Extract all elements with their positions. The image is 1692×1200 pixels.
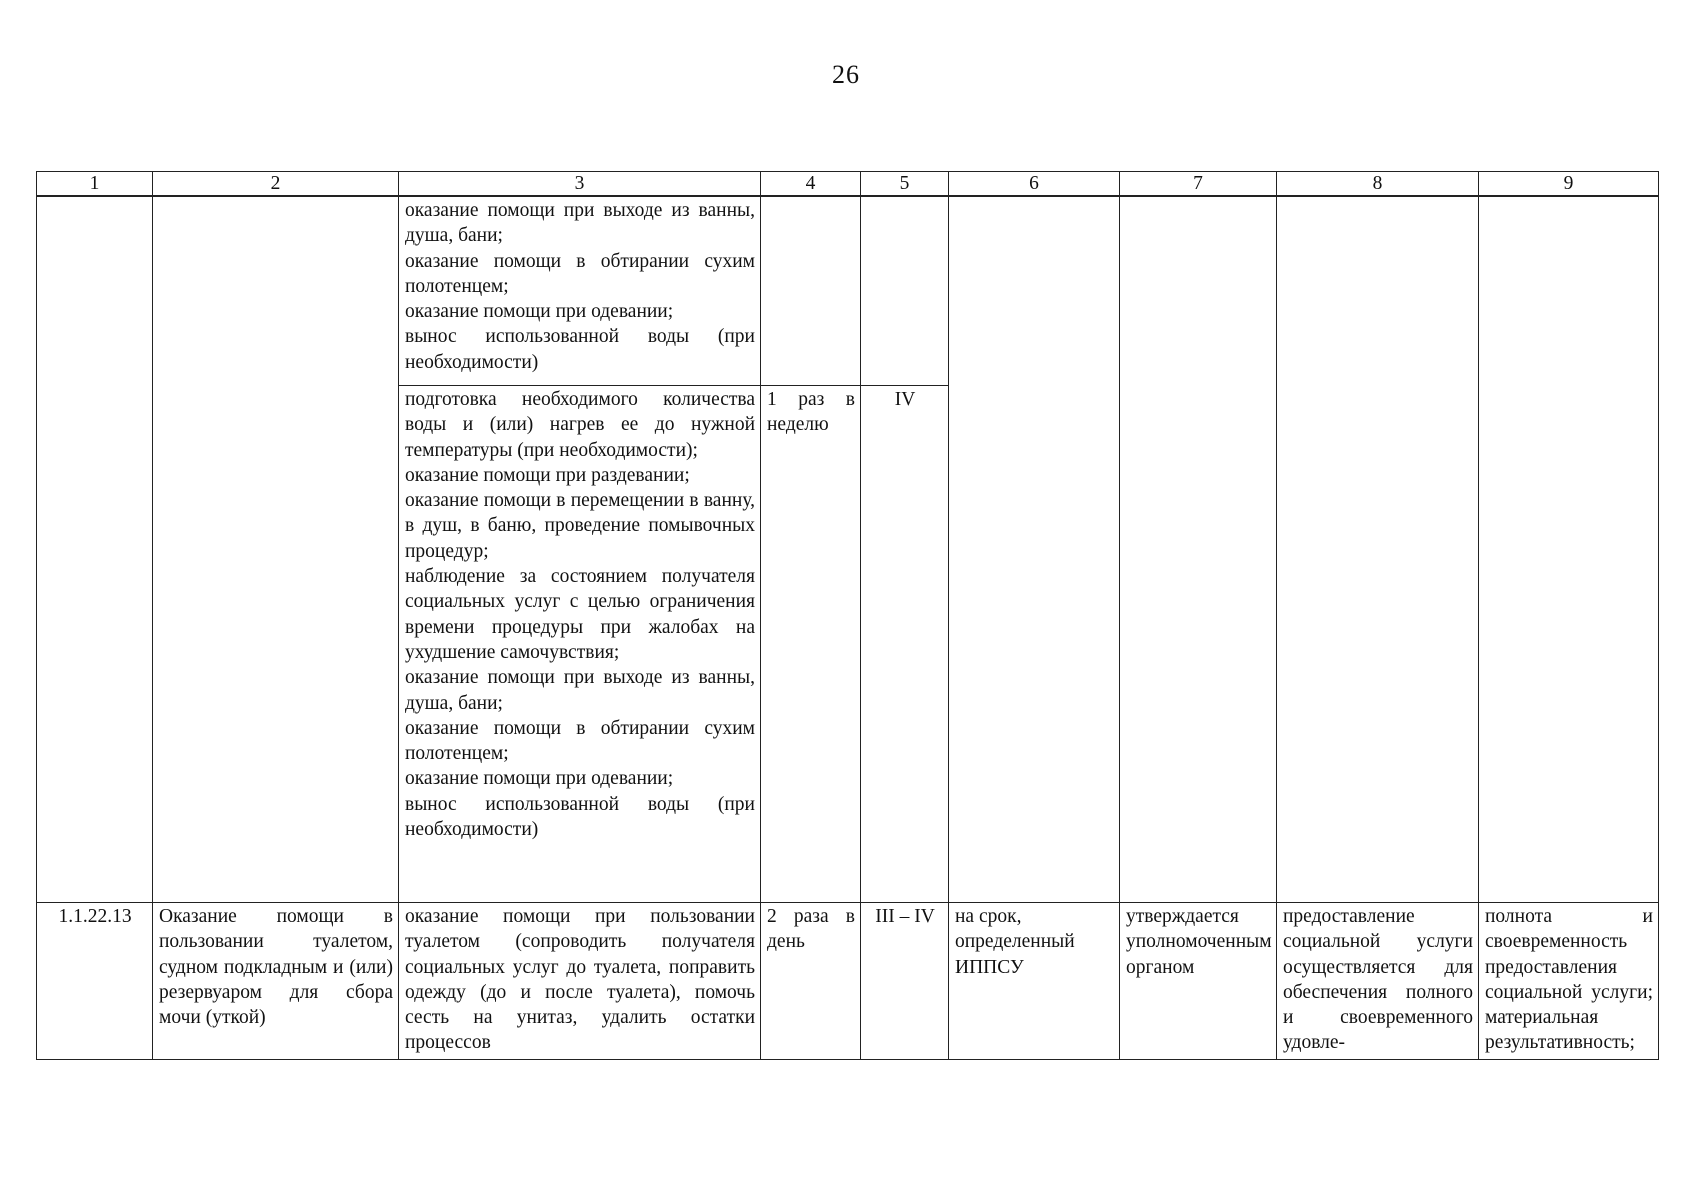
- cell-empty-col6: [949, 196, 1120, 903]
- page-number: 26: [832, 60, 860, 89]
- cell-service-conditions: предоставление социальной услуги осуществляется для обеспечения полного и своевременного удовле-: [1277, 903, 1479, 1060]
- procedure-item: подготовка необходимого количества воды и (или) нагрев ее до нужной температуры (при необходимости);: [405, 389, 755, 461]
- procedure-item: оказание помощи при одевании;: [405, 768, 674, 790]
- cell-service-term: на срок, определенный ИППСУ: [949, 903, 1120, 1060]
- procedure-item: оказание помощи в обтирании сухим полотенцем;: [405, 250, 755, 297]
- procedure-item: оказание помощи в перемещении в ванну, в душ, в баню, проведение помывочных процедур;: [405, 490, 755, 562]
- cell-empty-col8: [1277, 196, 1479, 903]
- procedure-item: оказание помощи в обтирании сухим полотенцем;: [405, 717, 755, 765]
- column-number-row: [37, 172, 1659, 197]
- procedure-item: наблюдение за состоянием получателя социальных услуг с целью ограничения времени процедуры при жалобах на ухудшение самочувствия;: [405, 566, 755, 663]
- cell-procedure-list-a: [399, 196, 761, 386]
- col-header-3: 3: [399, 172, 761, 197]
- col-header-2: 2: [153, 172, 399, 197]
- cell-level-b: IV: [861, 386, 949, 903]
- cell-frequency-b: 1 раз в неделю: [761, 386, 861, 903]
- cell-service-content: оказание помощи при пользовании туалетом (сопроводить получателя социальных услуг до туалета, поправить одежду (до и после туалета), помочь сесть на унитаз, удалить остатки процессов: [399, 903, 761, 1060]
- services-table: [36, 171, 1659, 1060]
- col-header-9: 9: [1479, 172, 1659, 197]
- col-header-4: 4: [761, 172, 861, 197]
- cell-service-code: 1.1.22.13: [37, 903, 153, 1060]
- procedure-item: оказание помощи при одевании;: [405, 301, 674, 323]
- cell-service-level: III – IV: [861, 903, 949, 1060]
- col-header-5: 5: [861, 172, 949, 197]
- procedure-item: оказание помощи при раздевании;: [405, 464, 690, 486]
- procedure-item: вынос использованной воды (при необходимости): [405, 326, 755, 373]
- procedure-item: оказание помощи при выходе из ванны, душа, бани;: [405, 200, 755, 247]
- continuation-row-a: [37, 196, 1659, 386]
- col-header-6: 6: [949, 172, 1120, 197]
- cell-empty-col1: [37, 196, 153, 903]
- cell-empty-col2: [153, 196, 399, 903]
- col-header-7: 7: [1120, 172, 1277, 197]
- cell-empty-col5-a: [861, 196, 949, 386]
- cell-empty-col4-a: [761, 196, 861, 386]
- cell-service-frequency: 2 раза в день: [761, 903, 861, 1060]
- cell-service-name: Оказание помощи в пользовании туалетом, судном подкладным и (или) резервуаром для сбора мочи (уткой): [153, 903, 399, 1060]
- cell-procedure-list-b: [399, 386, 761, 903]
- cell-empty-col7: [1120, 196, 1277, 903]
- col-header-8: 8: [1277, 172, 1479, 197]
- service-row-1.1.22.13: [37, 903, 1659, 1060]
- procedure-item: вынос использованной воды (при необходимости): [405, 793, 755, 841]
- cell-service-quality: полнота и своевременность предоставления социальной услуги; материальная результативность;: [1479, 903, 1659, 1060]
- procedure-item: оказание помощи при выходе из ванны, душа, бани;: [405, 667, 755, 714]
- cell-empty-col9: [1479, 196, 1659, 903]
- col-header-1: 1: [37, 172, 153, 197]
- cell-service-tariff: утверждается уполномоченным органом: [1120, 903, 1277, 1060]
